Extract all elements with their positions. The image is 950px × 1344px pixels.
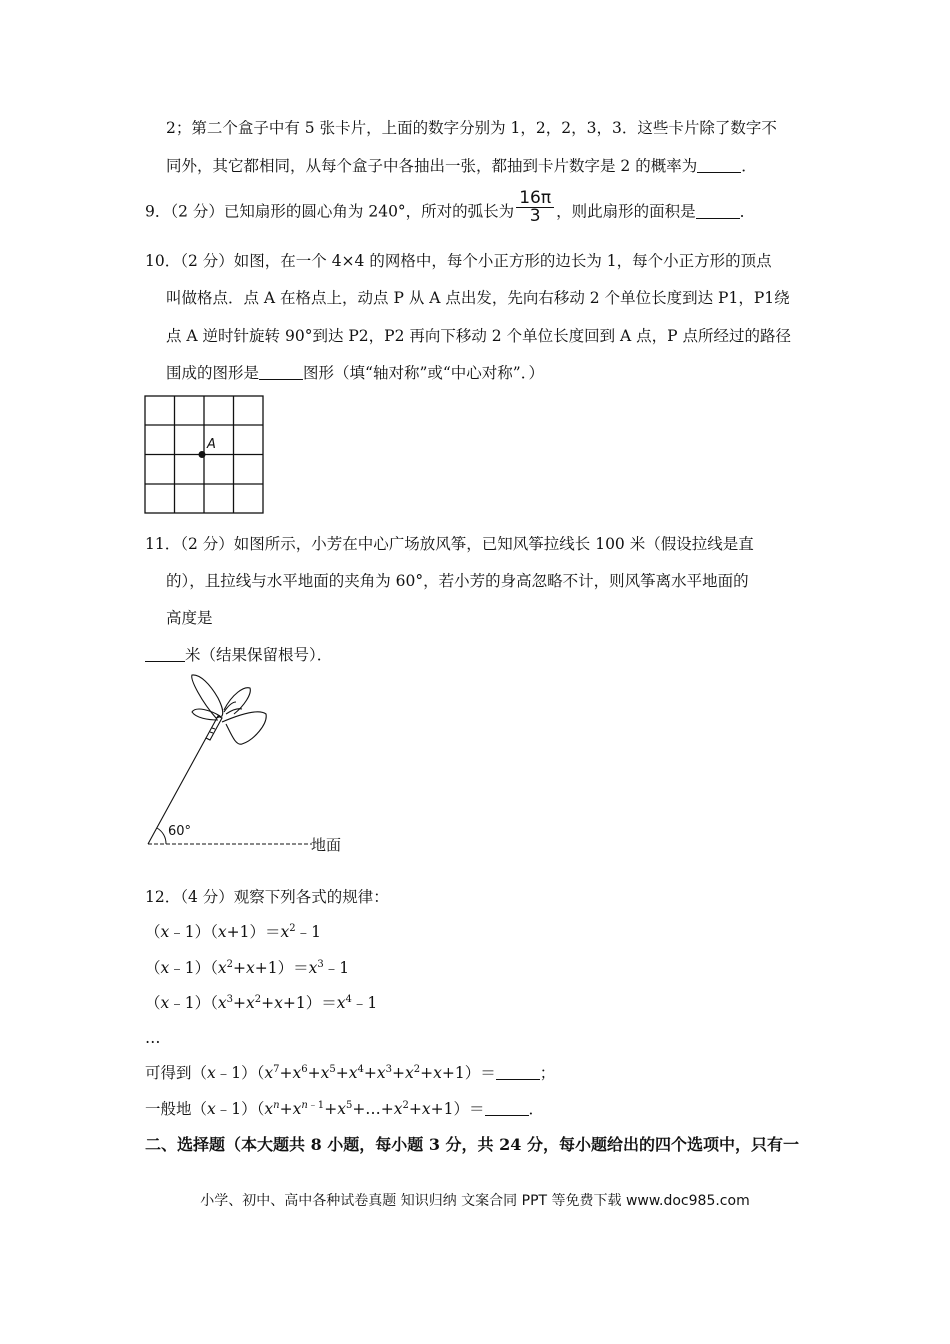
answer-blank bbox=[696, 204, 740, 219]
question-number: 10． bbox=[145, 252, 181, 270]
formula-1: $(x﹣1)(x+1)=x^2﹣1$ bbox=[145, 923, 321, 941]
q11-line-4: 米（结果保留根号）． bbox=[145, 644, 332, 666]
angle-label: 60° bbox=[168, 824, 192, 839]
q10-line-1: 10．（2 分）如图，在一个 4×4 的网格中，每个小正方形的边长为 1，每个小正方形的顶点 bbox=[145, 252, 772, 270]
formula-general: 一般地$(x﹣1)(x^n+x^{n﹣1}+x^5+\dots+x^2+x+1)=$ ． bbox=[145, 1100, 545, 1118]
kite-figure bbox=[140, 672, 355, 858]
formula-3: $(x﹣1)(x^3+x^2+x+1)=x^4﹣1$ bbox=[145, 994, 378, 1012]
answer-blank bbox=[145, 647, 185, 662]
question-number: 11． bbox=[145, 535, 181, 553]
answer-blank bbox=[485, 1101, 529, 1116]
page-footer: 小学、初中、高中各种试卷真题 知识归纳 文案合同 PPT 等免费下载 www.doc985.com bbox=[200, 1193, 750, 1209]
ground-label: 地面 bbox=[311, 836, 342, 854]
butterfly-kite-icon bbox=[192, 675, 266, 744]
question-number: 12． bbox=[145, 888, 181, 906]
question-number: 9． bbox=[145, 202, 171, 221]
answer-blank bbox=[697, 158, 741, 173]
q10-line-4: 围成的图形是 图形（填“轴对称”或“中心对称”．） bbox=[166, 364, 544, 382]
grid-figure bbox=[144, 395, 266, 515]
q9-line: 9．（2 分）已知扇形的圆心角为 240°，所对的弧长为 $\frac{16\pi}{3}$ ，则此扇形的面积是 ． bbox=[145, 188, 756, 226]
q11-line-3: 高度是 bbox=[166, 609, 213, 627]
point-a-label: A bbox=[207, 437, 216, 452]
answer-blank bbox=[496, 1065, 540, 1080]
q11-line-1: 11．（2 分）如图所示，小芳在中心广场放风筝，已知风筝拉线长 100 米（假设拉线是直 bbox=[145, 535, 754, 553]
q8-text: 同外，其它都相同，从每个盒子中各抽出一张，都抽到卡片数字是 2 的概率为 bbox=[166, 157, 698, 175]
section-heading: 二、选择题（本大题共 8 小题，每小题 3 分，共 24 分，每小题给出的四个选项中，只有一 bbox=[145, 1135, 799, 1154]
q9-text: （2 分）已知扇形的圆心角为 240°，所对的弧长为 bbox=[170, 202, 515, 221]
answer-blank bbox=[259, 365, 303, 380]
point-a-dot bbox=[199, 451, 206, 458]
ellipsis: … bbox=[145, 1029, 161, 1047]
fraction: $\frac{16\pi}{3}$ bbox=[516, 190, 554, 225]
q10-line-2: 叫做格点．点 A 在格点上，动点 P 从 A 点出发，先向右移动 2 个单位长度到达 P1，P1绕 bbox=[166, 289, 790, 307]
q8-line-1: 2；第二个盒子中有 5 张卡片，上面的数字分别为 1，2，2，3，3．这些卡片除了数字不 bbox=[166, 119, 777, 137]
formula-conclusion: 可得到$(x﹣1)(x^7+x^6+x^5+x^4+x^3+x^2+x+1)=$ ； bbox=[145, 1064, 556, 1082]
formula-2: $(x﹣1)(x^2+x+1)=x^3﹣1$ bbox=[145, 959, 350, 977]
q12-line-1: 12．（4 分）观察下列各式的规律： bbox=[145, 888, 389, 906]
q10-line-3: 点 A 逆时针旋转 90°到达 P2，P2 再向下移动 2 个单位长度回到 A 点，P 点所经过的路径 bbox=[166, 327, 792, 345]
q11-line-2: 的），且拉线与水平地面的夹角为 60°，若小芳的身高忽略不计，则风筝离水平地面的 bbox=[166, 572, 749, 590]
q8-line-2: 同外，其它都相同，从每个盒子中各抽出一张，都抽到卡片数字是 2 的概率为 ． bbox=[166, 157, 757, 175]
